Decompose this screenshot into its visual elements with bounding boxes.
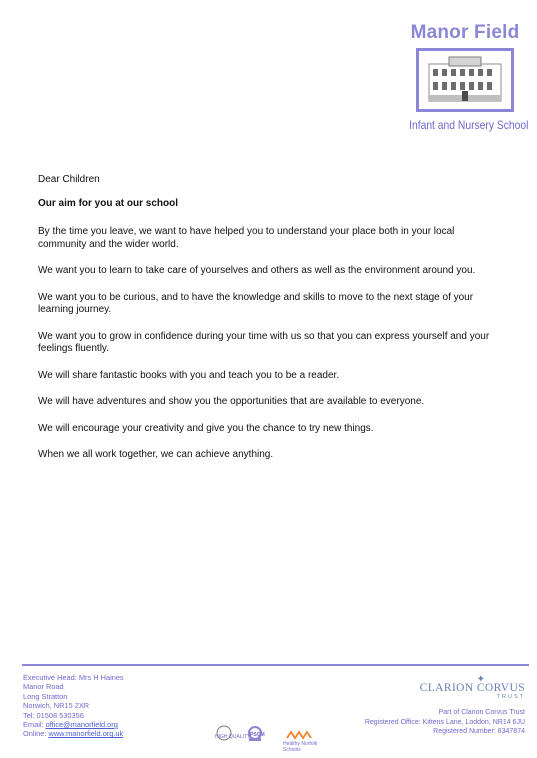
letter-heading: Our aim for you at our school (38, 197, 179, 209)
school-name: Manor Field (410, 22, 520, 43)
letter-paragraph: We will encourage your creativity and give you the chance to try new things. (38, 422, 374, 434)
trust-part-of: Part of Clarion Corvus Trust (438, 709, 525, 717)
trust-name: CLARION CORVUS (419, 682, 525, 694)
building-icon (419, 51, 511, 109)
email-row (23, 720, 124, 729)
psqm-badge: PSQM (250, 732, 265, 738)
registered-office: Registered Office: Kittens Lane, Loddon, NR14 6JU (364, 718, 525, 726)
footer-divider (22, 664, 529, 666)
address-line: Norwich, NR15 2XR (23, 701, 90, 711)
letter-paragraph: We want you to be curious, and to have the knowledge and skills to move to the next stage of your learning journey. (38, 291, 474, 315)
trust-name-sub: TRUST (496, 694, 525, 701)
executive-head: Executive Head: Mrs H Haines (23, 673, 124, 682)
school-logo (400, 22, 530, 132)
star-icon: ✦ (476, 674, 485, 685)
school-subtitle: Infant and Nursery School (409, 118, 529, 132)
email-link[interactable]: office@manorfield.org (45, 720, 118, 730)
school-building-logo (416, 48, 514, 112)
healthy-schools-badge: Healthy Norfolk Schools (283, 741, 318, 753)
contact-block (23, 673, 124, 739)
website-label: Online: (23, 729, 49, 739)
letter-greeting: Dear Children (38, 174, 100, 185)
address-line: Manor Road (23, 682, 64, 692)
trust-logo (345, 676, 525, 702)
letter-paragraph: We will have adventures and show you the opportunities that are available to everyone. (38, 396, 425, 407)
telephone: Tel: 01508 530356 (23, 710, 84, 720)
letter-paragraph: We will share fantastic books with you and teach you to be a reader. (38, 369, 340, 381)
high-quality-badge: HIGH QUALITY (215, 734, 251, 740)
trust-block (345, 676, 525, 736)
letter-body (38, 174, 500, 476)
website-row (23, 729, 124, 738)
email-label: Email: (23, 720, 46, 730)
letter-paragraph: We want you to grow in confidence during your time with us so that you can express yourself and your feelings fluently. (38, 330, 490, 354)
registered-number: Registered Number: 8347874 (433, 727, 525, 735)
letter-paragraph: By the time you leave, we want to have helped you to understand your place both in your local community and the wider world. (38, 226, 455, 250)
letter-paragraph: We want you to learn to take care of yourselves and others as well as the environment around you. (38, 265, 476, 276)
address-line: Long Stratton (23, 691, 68, 701)
accreditation-badges (215, 724, 325, 753)
website-link[interactable]: www.manorfield.org.uk (48, 729, 124, 739)
letter-paragraph: When we all work together, we can achieve anything. (38, 449, 274, 460)
